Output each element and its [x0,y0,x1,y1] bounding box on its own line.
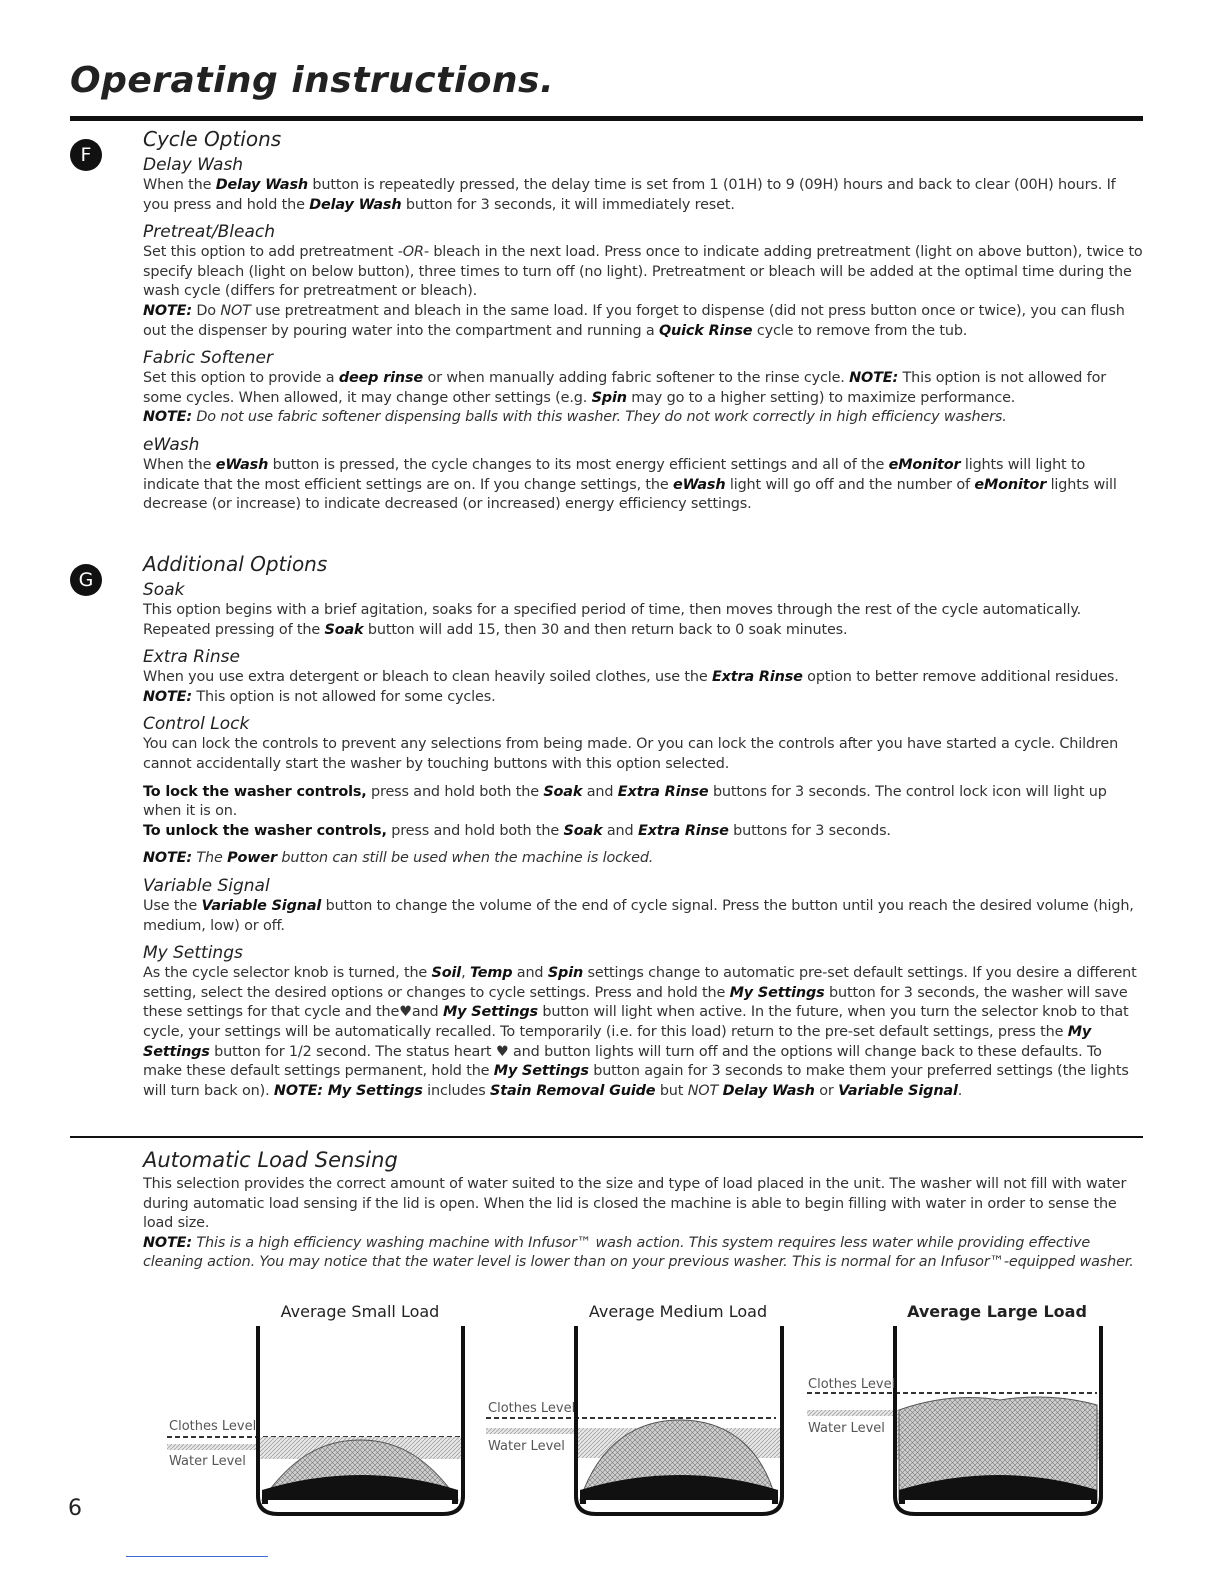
load-sensing-heading: Automatic Load Sensing [143,1148,398,1172]
medium-water-level: Water Level [488,1439,565,1454]
variable-signal-text: Use the Variable Signal button to change the volume of the end of cycle signal. Press the button until you reach the desired volume (high, medium, low) or off. [143,897,1134,934]
pretreat-bleach-heading: Pretreat/Bleach [143,222,276,243]
medium-load-label: Average Medium Load [588,1302,768,1321]
extra-rinse-text: When you use extra detergent or bleach to clean heavily soiled clothes, use the Extra Rinse option to better remove additional residues. [143,669,1119,686]
my-settings-text: As the cycle selector knob is turned, the Soil, Temp and Spin settings change to automatic pre-set default settings. If you desire a different setting, select the desired options or changes to cycle settings. Press and hold the My Settings button for 3 seconds, the washer will save these settings for that cycle and the♥and My Settings button will light when active. In the future, when you turn the selector knob to that cycle, your settings will be automatically recalled. To temporarily (i.e. for this load) return to the pre-set default settings, press the My Settings button for 1/2 second. The status heart ♥ and button lights will turn off and the options will change back to these defaults. To make these default settings permanent, hold the My Settings button again for 3 seconds to make them your preferred settings (the lights will turn back on). NOTE: My Settings includes Stain Removal Guide but NOT Delay Wash or Variable Signal. [143,965,1137,1099]
ewash-text: When the eWash button is pressed, the cycle changes to its most energy efficient settings and all of the eMonitor lights will light to indicate that the most efficient settings are on. If you change settings, the eWash light will go off and the number of eMonitor lights will decrease (or increase) to indicate decreased (or increased) energy efficiency settings. [143,456,1117,513]
fabric-softener-text: Set this option to provide a deep rinse or when manually adding fabric softener to the rinse cycle. NOTE: This option is not allowed for some cycles. When allowed, it may change other settings (e.g. Spin may go to a higher setting) to maximize performance. [143,370,1106,406]
large-water-level: Water Level [808,1421,885,1436]
heart-icon: ♥ [495,1043,509,1060]
page-number: 6 [68,1496,82,1521]
my-settings-heading: My Settings [143,943,243,964]
load-sensing-text: This selection provides the correct amount of water suited to the size and type of load placed in the unit. The washer will not fill with water during automatic load sensing if the lid is open. When the lid is closed the machine is able to begin filling with water in order to sense the load size. [143,1176,1127,1232]
extra-rinse-note: NOTE: This option is not allowed for some cycles. [143,688,496,705]
fabric-softener-note: NOTE: Do not use fabric softener dispensing balls with this washer. They do not work correctly in high efficiency washers. [143,409,1007,426]
variable-signal-heading: Variable Signal [143,875,270,896]
fabric-softener-heading: Fabric Softener [143,348,273,369]
soak-text-2: Repeated pressing of the Soak button will add 15, then 30 and then return back to 0 soak minutes. [143,621,848,638]
additional-options-heading: Additional Options [143,552,328,576]
extra-rinse-heading: Extra Rinse [143,647,240,668]
soak-heading: Soak [143,580,185,600]
small-water-level: Water Level [169,1454,246,1469]
page-title: Operating instructions. [70,60,555,101]
control-lock-note: NOTE: The Power button can still be used when the machine is locked. [143,850,654,867]
load-sensing-note: NOTE: This is a high efficiency washing machine with Infusor™ wash action. This system requires less water while providing effective cleaning action. You may notice that the water level is lower than on your previous washer. This is normal for an Infusor™-equipped washer. [143,1234,1134,1271]
soak-text-1: This option begins with a brief agitation, soaks for a specified period of time, then moves through the rest of the cycle automatically. [143,602,1082,618]
heart-icon: ♥ [399,1004,412,1021]
footer-link-underline [126,1556,268,1557]
pretreat-text: Set this option to add pretreatment -OR- bleach in the next load. Press once to indicate adding pretreatment (light on above button), twice to specify bleach (light on below button), three times to turn off (no light). Pretreatment or bleach will be added at the optimal time during the wash cycle (differs for pretreatment or bleach). [143,244,1143,300]
section-badge-f: F [70,139,102,171]
section-badge-g: G [70,564,102,596]
large-load-tub [807,1326,1101,1514]
delay-wash-text: When the Delay Wash button is repeatedly pressed, the delay time is set from 1 (01H) to 9 (09H) hours and back to clear (00H) hours. If you press and hold the Delay Wash button for 3 seconds, it will immediately reset. [143,177,1116,213]
cycle-options-heading: Cycle Options [143,127,282,151]
pretreat-note: NOTE: Do NOT use pretreatment and bleach in the same load. If you forget to dispense (did not press button once or twice), you can flush out the dispenser by pouring water into the compartment and running a Quick Rinse cycle to remove from the tub. [143,302,1125,339]
large-clothes-level: Clothes Level [808,1377,896,1392]
control-lock-heading: Control Lock [143,714,250,735]
control-lock-text: You can lock the controls to prevent any selections from being made. Or you can lock the controls after you have started a cycle. Children cannot accidentally start the washer by touching buttons with this option selected. [143,736,1119,772]
ewash-heading: eWash [143,434,200,455]
small-load-tub [167,1326,463,1514]
lock-controls-text: To lock the washer controls, press and hold both the Soak and Extra Rinse buttons for 3 seconds. The control lock icon will light up when it is on. [143,783,1107,820]
large-load-label: Average Large Load [907,1302,1087,1321]
medium-load-tub [486,1326,782,1514]
medium-clothes-level: Clothes Level [488,1401,576,1416]
delay-wash-heading: Delay Wash [143,155,244,175]
small-clothes-level: Clothes Level [169,1419,257,1434]
unlock-controls-text: To unlock the washer controls, press and hold both the Soak and Extra Rinse buttons for 3 seconds. [143,822,891,839]
small-load-label: Average Small Load [280,1302,440,1321]
